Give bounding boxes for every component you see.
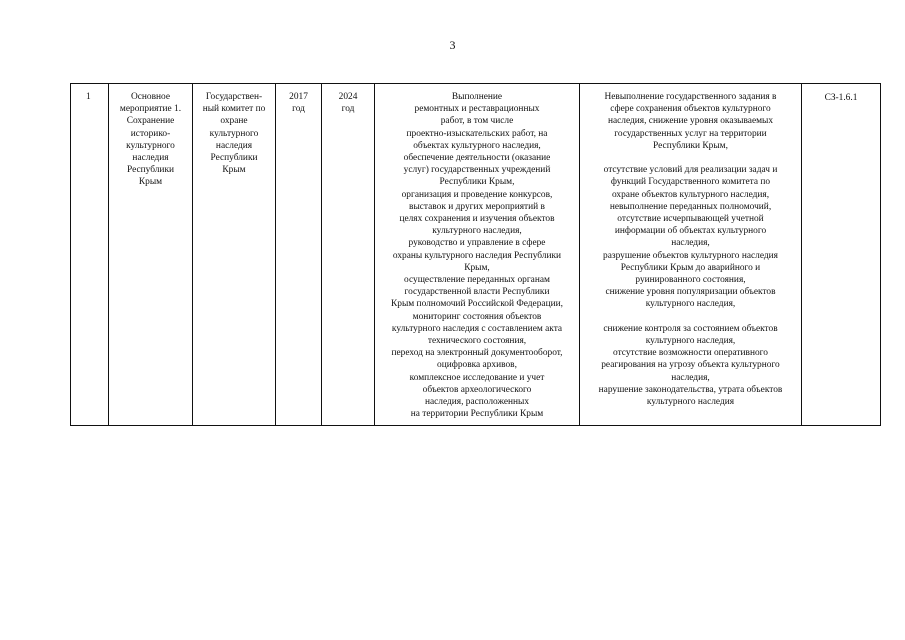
expected-result-cell xyxy=(375,84,580,426)
executor-cell xyxy=(193,84,276,426)
cell-text-line: Выполнение xyxy=(451,92,503,102)
cell-text-line: культурного наследия, xyxy=(645,299,736,310)
cell-text-line: снижение уровня популяризации объектов xyxy=(605,287,776,298)
cell-text-line: культурного xyxy=(209,128,259,139)
cell-text-line: услуг) государственных учреждений xyxy=(403,165,551,176)
cell-text-line: Республики Крым, xyxy=(653,140,728,151)
row-index: 1 xyxy=(86,92,91,102)
cell-text-line: наследия, снижение уровня оказываемых xyxy=(607,116,774,127)
cell-text-line: технического состояния, xyxy=(427,336,527,347)
cell-text-line: культурного наследия, xyxy=(645,336,736,347)
cell-text-line: Крым xyxy=(138,177,163,188)
cell-text-line: обеспечение деятельности (оказание xyxy=(403,153,551,164)
cell-text-line: государственных услуг на территории xyxy=(614,128,767,139)
cell-text-line: сфере сохранения объектов культурного xyxy=(610,104,771,115)
cell-text-line: Крым xyxy=(222,165,246,176)
cell-text-line: год xyxy=(341,104,355,115)
cell-text-line: Невыполнение государственного задания в xyxy=(604,92,777,102)
cell-text-line: на территории Республики Крым xyxy=(410,409,544,420)
cell-text-line: отсутствие возможности оперативного xyxy=(613,348,768,359)
measures-table xyxy=(70,83,881,426)
cell-text-line: наследия xyxy=(132,153,169,164)
table-row xyxy=(71,84,881,426)
cell-text-line: 2024 xyxy=(338,92,358,102)
cell-text-line: Республики xyxy=(126,165,175,176)
indicator-code-cell xyxy=(802,84,881,426)
row-index-cell xyxy=(71,84,109,426)
end-year-lines xyxy=(324,91,372,115)
cell-text-line: реагирования на угрозу объекта культурного xyxy=(601,360,780,371)
cell-text-line: объектов археологического xyxy=(422,384,532,395)
cell-text-line: историко- xyxy=(130,128,171,139)
cell-text-line: ный комитет по xyxy=(202,104,266,115)
cell-text-line: проектно-изыскательских работ, на xyxy=(406,128,548,139)
cell-text-line: целях сохранения и изучения объектов xyxy=(399,214,555,225)
cell-text-line: работ, в том числе xyxy=(440,116,514,127)
start-year-lines xyxy=(278,91,319,115)
cell-text-line: культурного наследия с составлением акта xyxy=(391,323,563,334)
cell-text-line: мониторинг состояния объектов xyxy=(412,311,542,322)
cell-text-line: Крым, xyxy=(464,262,490,273)
end-year-cell xyxy=(322,84,375,426)
cell-text-line xyxy=(582,152,799,164)
cell-text-line: разрушение объектов культурного наследия xyxy=(603,250,778,261)
cell-text-line: культурного наследия xyxy=(646,397,735,408)
cell-text-line: Республики Крым до аварийного и xyxy=(620,262,761,273)
event-name-lines xyxy=(111,91,190,189)
cell-text-line: объектах культурного наследия, xyxy=(413,140,541,151)
cell-text-line: Республики xyxy=(210,153,258,164)
indicator-code: СЗ-1.6.1 xyxy=(824,93,858,103)
event-name-cell xyxy=(109,84,193,426)
cell-text-line: функций Государственного комитета по xyxy=(610,177,771,188)
cell-text-line: охране объектов культурного наследия, xyxy=(611,189,770,200)
cell-text-line: руинированного состояния, xyxy=(635,275,746,286)
cell-text-line: снижение контроля за состоянием объектов xyxy=(603,323,778,334)
cell-text-line: охране xyxy=(220,116,248,127)
cell-text-line: культурного xyxy=(126,140,175,151)
cell-text-line: информации об объектах культурного xyxy=(614,226,767,237)
cell-text-line: государственной власти Республики xyxy=(404,287,550,298)
cell-text-line: Крым полномочий Российской Федерации, xyxy=(391,299,563,310)
cell-text-line: отсутствие исчерпывающей учетной xyxy=(617,214,764,225)
cell-text-line: 2017 xyxy=(289,92,308,102)
cell-text-line: культурного наследия, xyxy=(432,226,522,237)
cell-text-line: переход на электронный документооборот, xyxy=(391,348,563,359)
executor-lines xyxy=(195,91,273,176)
consequences-lines xyxy=(582,91,799,408)
cell-text-line: Республики Крым, xyxy=(439,177,515,188)
cell-text-line: мероприятие 1. xyxy=(119,104,182,115)
expected-result-lines xyxy=(377,91,577,420)
cell-text-line: наследия, xyxy=(671,372,710,383)
cell-text-line: ремонтных и реставрационных xyxy=(414,104,540,115)
cell-text-line: руководство и управление в сфере xyxy=(408,238,546,249)
cell-text-line: оцифровка архивов, xyxy=(437,360,517,371)
cell-text-line xyxy=(582,311,799,323)
cell-text-line: Сохранение xyxy=(126,116,175,127)
cell-text-line: комплексное исследование и учет xyxy=(409,372,545,383)
cell-text-line: наследия xyxy=(215,140,253,151)
cell-text-line: организация и проведение конкурсов, xyxy=(401,189,553,200)
cell-text-line: отсутствие условий для реализации задач и xyxy=(603,165,778,176)
cell-text-line: год xyxy=(292,104,305,115)
start-year-cell xyxy=(276,84,322,426)
cell-text-line: осуществление переданных органам xyxy=(404,275,550,286)
cell-text-line: охраны культурного наследия Республики xyxy=(392,250,562,261)
consequences-cell xyxy=(580,84,802,426)
cell-text-line: выставок и других мероприятий в xyxy=(409,201,545,212)
cell-text-line: нарушение законодательства, утрата объектов xyxy=(598,384,783,395)
cell-text-line: наследия, расположенных xyxy=(424,397,530,408)
cell-text-line: невыполнение переданных полномочий, xyxy=(609,201,772,212)
cell-text-line: наследия, xyxy=(671,238,710,249)
page-number: 3 xyxy=(449,38,456,52)
cell-text-line: Основное xyxy=(130,92,171,102)
cell-text-line: Государствен- xyxy=(205,92,263,102)
